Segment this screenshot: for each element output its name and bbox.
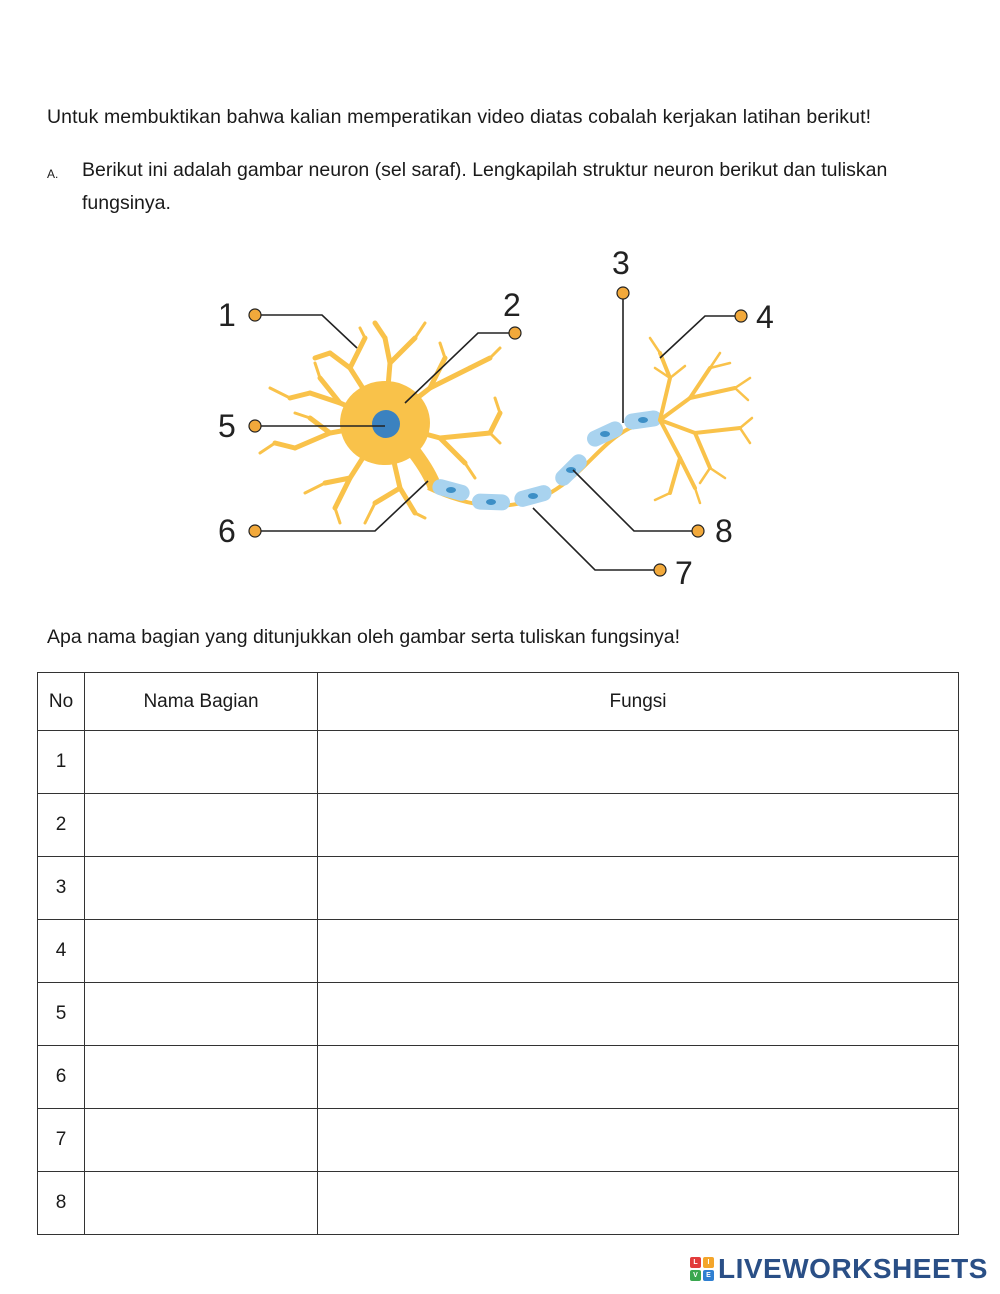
name-input[interactable] [85,857,317,919]
function-input[interactable] [318,731,958,793]
logo-mark-icon [690,1257,714,1281]
row-number: 2 [38,794,85,857]
name-cell[interactable] [85,794,318,857]
function-input[interactable] [318,1046,958,1108]
name-cell[interactable] [85,857,318,920]
function-cell[interactable] [318,1046,959,1109]
table-row [38,1109,959,1172]
name-cell[interactable] [85,983,318,1046]
function-input[interactable] [318,1172,958,1234]
label-7: 7 [675,555,693,591]
question-a-text: Berikut ini adalah gambar neuron (sel saraf). Lengkapilah struktur neuron berikut dan tuliskan fungsinya. [82,159,888,214]
label-2: 2 [503,287,521,323]
header-fungsi: Fungsi [318,673,959,731]
function-cell[interactable] [318,920,959,983]
question-a [47,154,927,220]
label-8: 8 [715,513,733,549]
logo-tile: V [690,1270,701,1281]
name-input[interactable] [85,1172,317,1234]
logo-tile: E [703,1270,714,1281]
function-input[interactable] [318,1109,958,1171]
function-cell[interactable] [318,983,959,1046]
label-6: 6 [218,513,236,549]
table-header-row [38,673,959,731]
logo-text: LIVEWORKSHEETS [718,1253,988,1284]
row-number: 5 [38,983,85,1046]
table-row [38,1172,959,1235]
name-input[interactable] [85,1109,317,1171]
label-5: 5 [218,408,236,444]
answer-table [37,672,959,1235]
name-cell[interactable] [85,920,318,983]
name-input[interactable] [85,983,317,1045]
nucleus [372,410,400,438]
name-input[interactable] [85,794,317,856]
table-row [38,920,959,983]
function-cell[interactable] [318,857,959,920]
name-input[interactable] [85,920,317,982]
label-4: 4 [756,299,774,335]
label-3: 3 [612,245,630,281]
header-nama-bagian: Nama Bagian [85,673,318,731]
table-row [38,983,959,1046]
function-cell[interactable] [318,1109,959,1172]
logo-tile: L [690,1257,701,1268]
table-row [38,1046,959,1109]
function-cell[interactable] [318,731,959,794]
function-input[interactable] [318,857,958,919]
name-cell[interactable] [85,731,318,794]
intro-text: Untuk membuktikan bahwa kalian memperatikan video diatas cobalah kerjakan latihan berikut! [47,106,872,128]
row-number: 8 [38,1172,85,1235]
row-number: 1 [38,731,85,794]
row-number: 3 [38,857,85,920]
logo-tile: I [703,1257,714,1268]
liveworksheets-logo [690,1252,988,1286]
row-number: 6 [38,1046,85,1109]
name-input[interactable] [85,1046,317,1108]
function-cell[interactable] [318,794,959,857]
function-cell[interactable] [318,1172,959,1235]
row-number: 7 [38,1109,85,1172]
header-no: No [38,673,85,731]
label-1: 1 [218,297,236,333]
function-input[interactable] [318,920,958,982]
row-number: 4 [38,920,85,983]
question-letter: A. [47,167,59,181]
axon-terminal [650,338,752,503]
table-question: Apa nama bagian yang ditunjukkan oleh gambar serta tuliskan fungsinya! [47,626,681,648]
name-cell[interactable] [85,1172,318,1235]
function-input[interactable] [318,794,958,856]
table-row [38,731,959,794]
name-cell[interactable] [85,1046,318,1109]
table-row [38,857,959,920]
table-row [38,794,959,857]
name-cell[interactable] [85,1109,318,1172]
neuron-diagram [200,238,800,598]
function-input[interactable] [318,983,958,1045]
name-input[interactable] [85,731,317,793]
